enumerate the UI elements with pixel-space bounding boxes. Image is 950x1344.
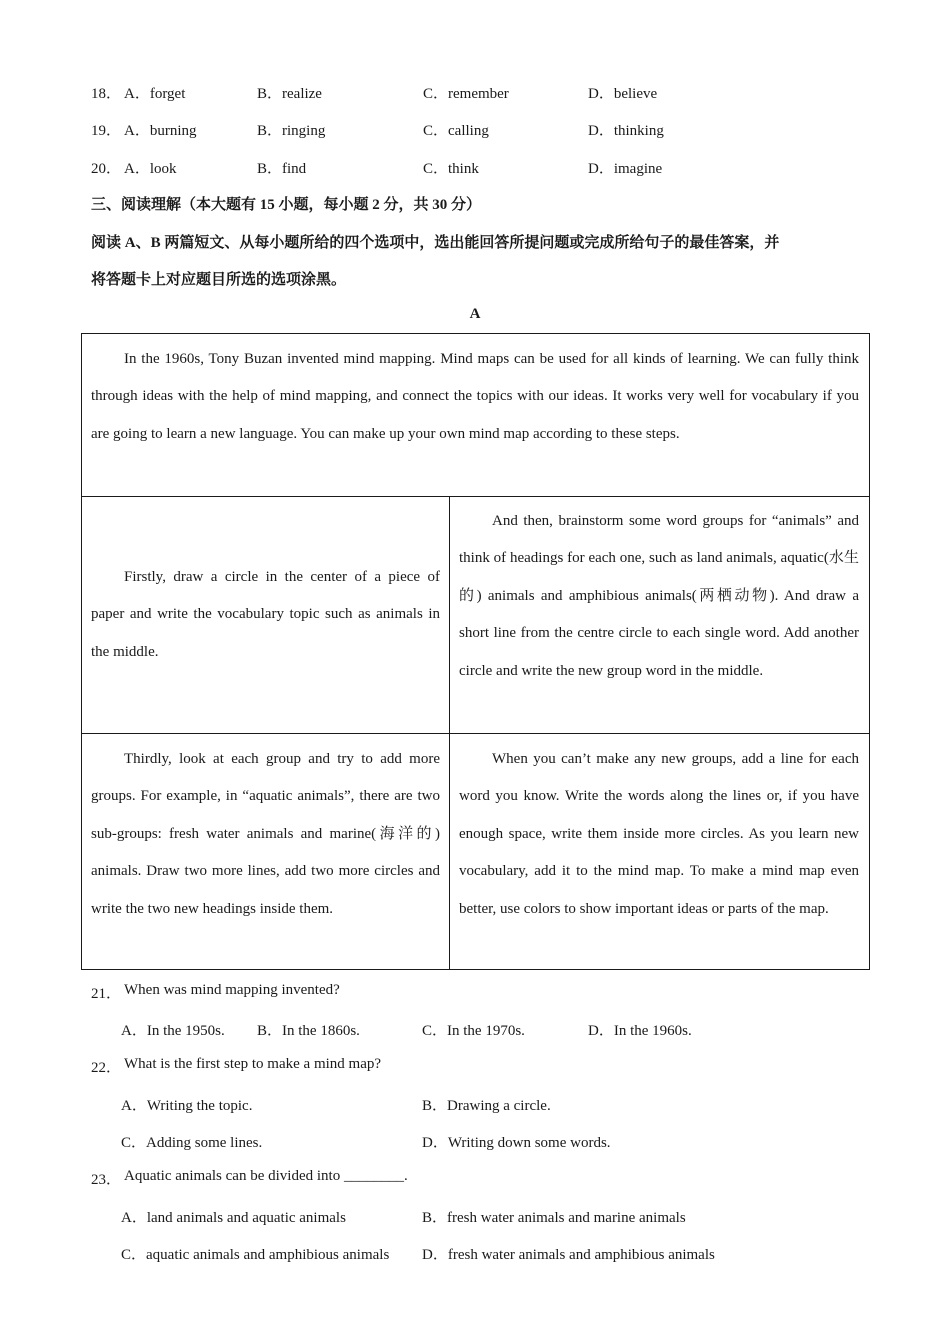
row-divider-1 (81, 496, 870, 497)
option-c: C．think (423, 161, 479, 177)
column-divider (449, 496, 450, 970)
section-instruction-line-1: 阅读 A、B 两篇短文、从每小题所给的四个选项中，选出能回答所提问题或完成所给句子的最佳答案，并 (91, 235, 780, 251)
section-heading: 三、阅读理解（本大题有 15 小题，每小题 2 分，共 30 分） (91, 197, 482, 213)
box-border-top (81, 333, 870, 334)
passage-step-4: When you can’t make any new groups, add a line for each word you know. Write the words along the lines or, if you have enough space, write them inside more circles. As you learn new vocabulary, add it to the mind map. To make a mind map even better, use colors to show important ideas or parts of the map. (459, 751, 859, 917)
option-b: B．find (257, 161, 307, 177)
question-18-options (0, 82, 950, 102)
option-b: B．In the 1860s. (257, 1023, 360, 1039)
passage-step-2: And then, brainstorm some word groups for “animals” and think of headings for each one, such as land animals, aquatic(水生的) animals and amphibious animals(两栖动物). And draw a short line from the centre circle to each single word. Add another circle and write the new group word in the middle. (459, 513, 859, 679)
passage-step-3: Thirdly, look at each group and try to add more groups. For example, in “aquatic animals”, there are two sub-groups: fresh water animals and marine(海洋的) animals. Draw two more lines, add two more circles and write the two new headings inside them. (91, 751, 440, 917)
option-d: D．imagine (588, 161, 663, 177)
option-b: B．fresh water animals and marine animals (422, 1210, 686, 1226)
option-a: A．land animals and aquatic animals (121, 1210, 346, 1226)
question-text: When was mind mapping invented? (124, 982, 340, 998)
question-number: 19． (91, 123, 122, 139)
question-text: Aquatic animals can be divided into ________. (124, 1168, 408, 1184)
option-d: D．believe (588, 86, 658, 102)
option-c: C．In the 1970s. (422, 1023, 525, 1039)
option-a: A．look (124, 161, 177, 177)
row-divider-2 (81, 733, 870, 734)
option-c: C．Adding some lines. (121, 1135, 263, 1151)
passage-intro: In the 1960s, Tony Buzan invented mind mapping. Mind maps can be used for all kinds of learning. We can fully think through ideas with the help of mind mapping, and connect the topics with our ideas. It works very well for vocabulary if you are going to learn a new language. You can make up your own mind map according to these steps. (91, 351, 859, 442)
option-c: C．remember (423, 86, 509, 102)
question-20-options (0, 157, 950, 177)
question-number: 22． (91, 1060, 122, 1076)
option-a: A．burning (124, 123, 197, 139)
question-19-options (0, 119, 950, 139)
question-number: 20． (91, 161, 122, 177)
option-c: C．aquatic animals and amphibious animals (121, 1247, 390, 1263)
option-d: D．In the 1960s. (588, 1023, 692, 1039)
option-d: D．fresh water animals and amphibious animals (422, 1247, 715, 1263)
question-number: 23． (91, 1172, 122, 1188)
question-text: What is the first step to make a mind map? (124, 1056, 382, 1072)
option-c: C．calling (423, 123, 489, 139)
question-number: 21． (91, 986, 122, 1002)
option-a: A．In the 1950s. (121, 1023, 225, 1039)
option-a: A．Writing the topic. (121, 1098, 253, 1114)
box-border-bottom (81, 969, 870, 970)
passage-label: A (469, 306, 481, 322)
option-d: D．thinking (588, 123, 664, 139)
option-b: B．ringing (257, 123, 326, 139)
box-border-right (869, 333, 870, 970)
option-b: B．realize (257, 86, 322, 102)
box-border-left (81, 333, 82, 970)
option-d: D．Writing down some words. (422, 1135, 611, 1151)
section-instruction-line-2: 将答题卡上对应题目所选的选项涂黑。 (91, 272, 347, 288)
question-number: 18． (91, 86, 122, 102)
passage-step-1: Firstly, draw a circle in the center of a piece of paper and write the vocabulary topic such as animals in the middle. (91, 569, 440, 660)
option-a: A．forget (124, 86, 186, 102)
option-b: B．Drawing a circle. (422, 1098, 551, 1114)
